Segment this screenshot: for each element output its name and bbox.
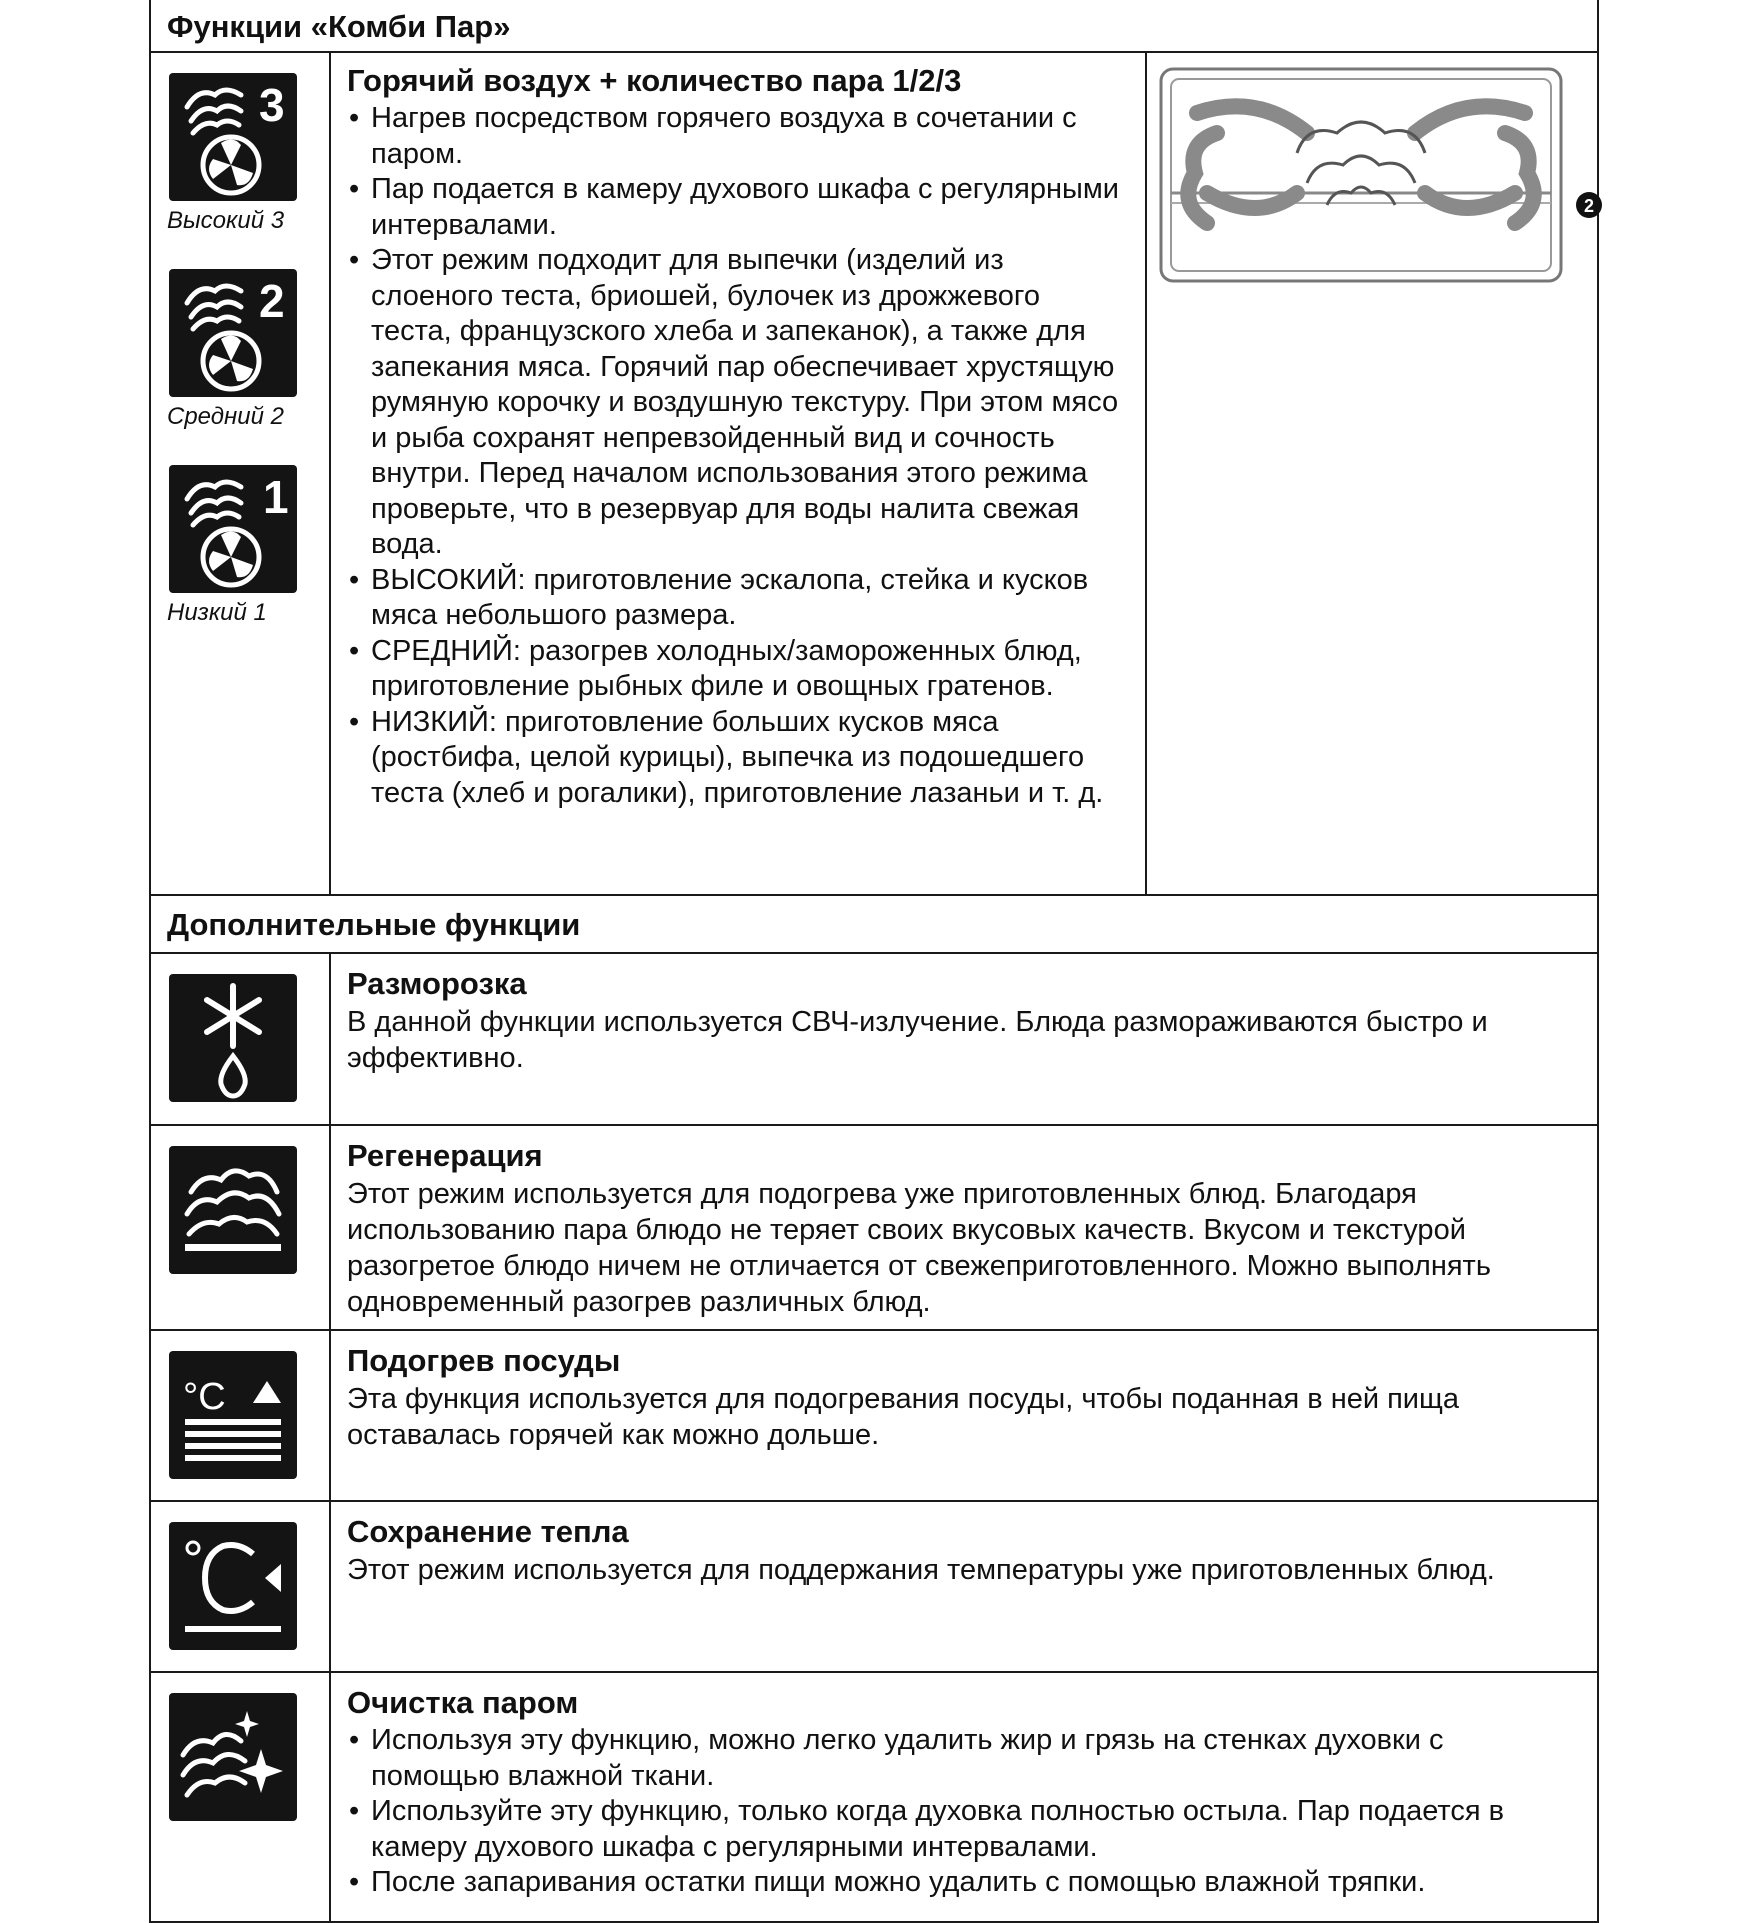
keep-warm-icon [169, 1522, 297, 1650]
bullet-item: • ВЫСОКИЙ: приготовление эскалопа, стейка и кусков мяса небольшого размера. [347, 563, 1127, 634]
bullet-item: • Используя эту функцию, можно легко удалить жир и грязь на стенках духовки с помощью влажной ткани. [347, 1723, 1579, 1794]
function-description: В данной функции используется СВЧ-излучение. Блюда размораживаются быстро и эффективно. [347, 1006, 1488, 1074]
function-title: Подогрев посуды [347, 1343, 621, 1378]
function-icon-cell [151, 954, 331, 1124]
oven-airflow-diagram [1147, 53, 1607, 293]
section-header-additional [149, 896, 1599, 954]
bullet-item: • После запаривания остатки пищи можно удалить с помощью влажной тряпки. [347, 1865, 1579, 1901]
level-number: 1 [263, 471, 289, 523]
function-icon-cell [151, 1673, 331, 1921]
function-title: Разморозка [347, 966, 527, 1001]
bullet-item: • НИЗКИЙ: приготовление больших кусков мяса (ростбифа, целой курицы), выпечка из подошедшего теста (хлеб и рогалики), приготовление лазаньи и т. д. [347, 705, 1127, 812]
bullet-item: • СРЕДНИЙ: разогрев холодных/замороженных блюд, приготовление рыбных филе и овощных гратенов. [347, 634, 1127, 705]
function-description: Эта функция используется для подогревания посуды, чтобы поданная в ней пища оставалась горячей как можно дольше. [347, 1383, 1459, 1451]
function-row-steam-cleaning [149, 1673, 1599, 1923]
section-header-combi [149, 0, 1599, 53]
bullet-item: • Этот режим подходит для выпечки (изделий из слоеного теста, бриошей, булочек из дрожжевого теста, французского хлеба и запеканок), а также для запекания мяса. Горячий пар обеспечивает хрустящую румяную корочку и воздушную текстуру. При этом мясо и рыба сохранят непревзойденный вид и сочность внутри. Перед началом использования этого режима проверьте, что в резервуар для воды налита свежая вода. [347, 243, 1127, 563]
function-icon-cell [151, 1331, 331, 1500]
function-text-cell [331, 954, 1597, 1124]
function-row-defrost [149, 954, 1599, 1126]
snowflake-drop-icon [169, 974, 297, 1102]
function-text-cell [331, 1673, 1597, 1921]
function-title: Сохранение тепла [347, 1514, 629, 1549]
functions-table [149, 0, 1599, 1923]
plate-warming-icon [169, 1351, 297, 1479]
icon-degree-text: °C [183, 1376, 226, 1418]
combi-description [331, 53, 1145, 894]
combi-steam-row [149, 53, 1599, 896]
level-number: 3 [259, 79, 285, 131]
level-caption: Средний 2 [167, 403, 284, 430]
bullet-list [347, 1723, 1579, 1901]
function-text-cell [331, 1502, 1597, 1671]
bullet-item: • Используйте эту функцию, только когда духовка полностью остыла. Пар подается в камеру духового шкафа с регулярными интервалами. [347, 1794, 1579, 1865]
level-number: 2 [259, 275, 285, 327]
function-description: Этот режим используется для подогрева уже приготовленных блюд. Благодаря использованию пара блюдо не теряет своих вкусовых качеств. Вкусом и текстурой разогретое блюдо ничем не отличается от свежеприготовленного. Можно выполнять одновременный разогрев различных блюд. [347, 1178, 1491, 1318]
function-text-cell [331, 1126, 1597, 1329]
function-icon-cell [151, 1502, 331, 1671]
diagram-marker: 2 [1583, 196, 1595, 216]
function-title: Горячий воздух + количество пара 1/2/3 [347, 63, 962, 98]
function-row-plate-warming [149, 1331, 1599, 1502]
hot-air-steam-3-icon [169, 73, 297, 201]
function-description: Этот режим используется для поддержания температуры уже приготовленных блюд. [347, 1554, 1495, 1586]
level-icons [151, 53, 331, 894]
function-row-keep-warm [149, 1502, 1599, 1673]
bullet-item: • Пар подается в камеру духового шкафа с регулярными интервалами. [347, 172, 1127, 243]
function-title: Очистка паром [347, 1685, 579, 1720]
oven-diagram [1145, 53, 1607, 894]
level-caption: Низкий 1 [167, 599, 267, 626]
steam-plate-icon [169, 1146, 297, 1274]
steam-clean-icon [169, 1693, 297, 1821]
function-text-cell [331, 1331, 1597, 1500]
hot-air-steam-1-icon [169, 465, 297, 593]
bullet-list [347, 101, 1127, 811]
function-title: Регенерация [347, 1138, 543, 1173]
section-title: Дополнительные функции [167, 907, 581, 942]
bullet-item: • Нагрев посредством горячего воздуха в сочетании с паром. [347, 101, 1127, 172]
section-title: Функции «Комби Пар» [167, 9, 511, 44]
function-row-regeneration [149, 1126, 1599, 1331]
hot-air-steam-2-icon [169, 269, 297, 397]
level-caption: Высокий 3 [167, 207, 285, 234]
function-icon-cell [151, 1126, 331, 1329]
